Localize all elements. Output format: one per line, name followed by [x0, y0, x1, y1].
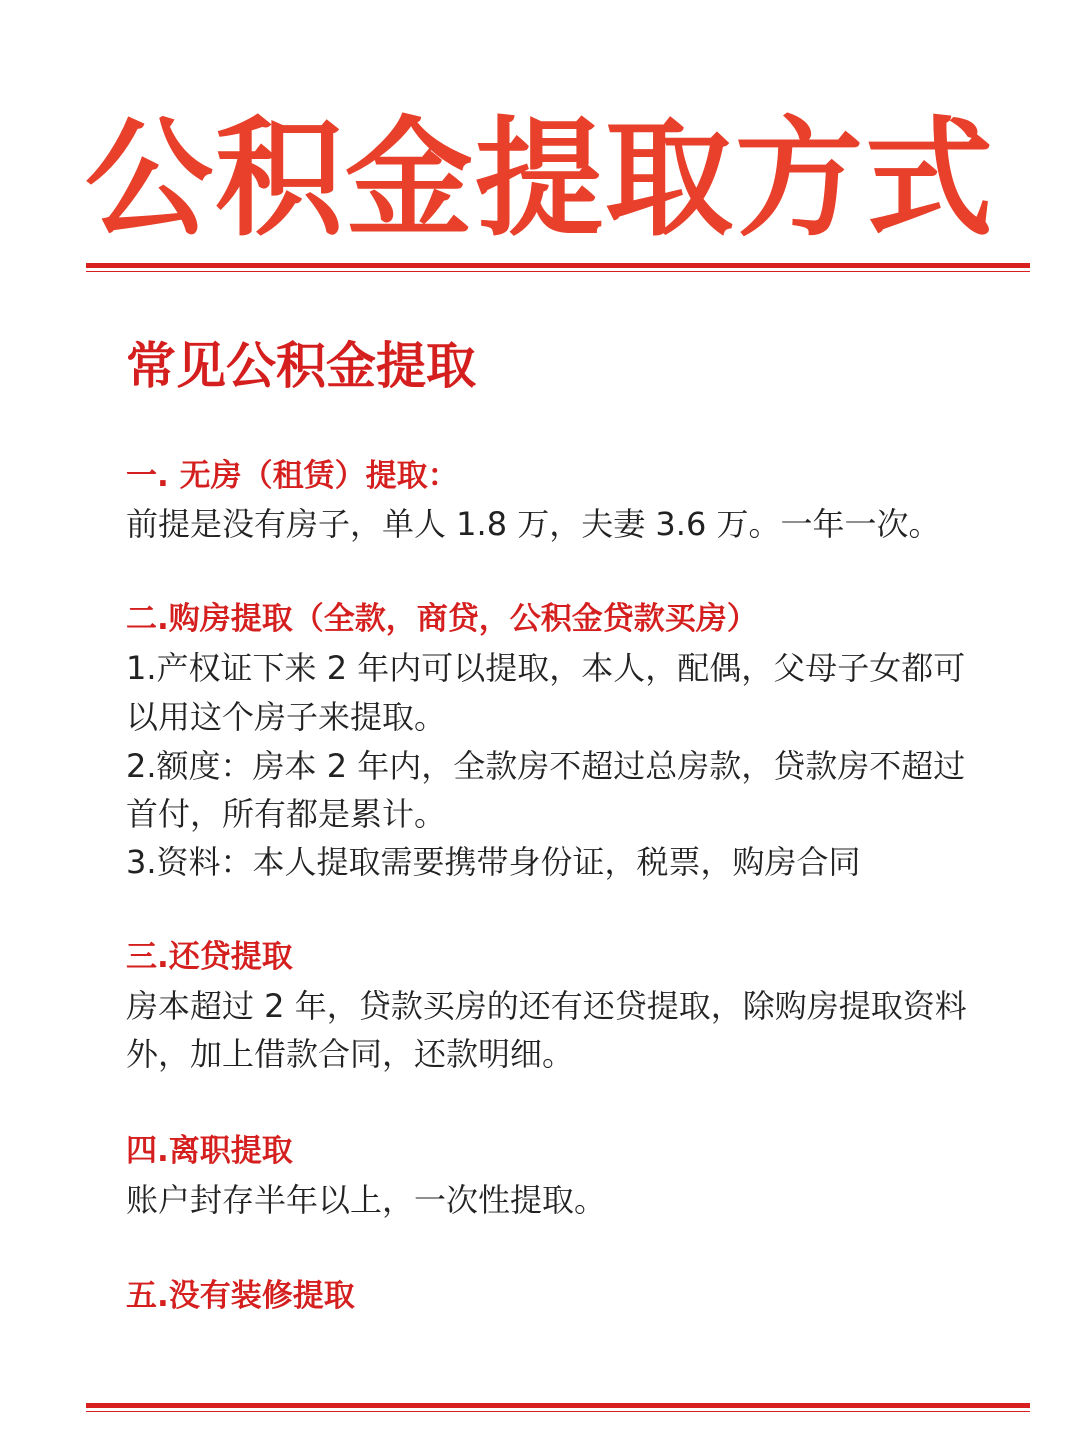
- section-4-line-1: 账户封存半年以上，一次性提取。: [126, 1181, 607, 1219]
- section-3-line-1: 房本超过 2 年，贷款买房的还有还贷提取，除购房提取资料: [126, 987, 967, 1025]
- section-2-line-1: 1.产权证下来 2 年内可以提取，本人，配偶，父母子女都可: [126, 649, 966, 687]
- section-2-line-2: 以用这个房子来提取。: [126, 698, 447, 736]
- section-2-line-3: 2.额度：房本 2 年内，全款房不超过总房款，贷款房不超过: [126, 747, 966, 785]
- page-title: 公积金提取方式: [84, 105, 995, 254]
- title-divider: [86, 263, 1030, 268]
- section-3-line-2: 外，加上借款合同，还款明细。: [126, 1035, 575, 1073]
- section-2-line-5: 3.资料：本人提取需要携带身份证，税票，购房合同: [126, 843, 861, 881]
- section-heading-1: 一. 无房（租赁）提取：: [126, 458, 459, 494]
- section-heading-5: 五.没有装修提取: [126, 1278, 355, 1314]
- section-heading-2: 二.购房提取（全款，商贷，公积金贷款买房）: [126, 601, 758, 637]
- section-1-line-1: 前提是没有房子，单人 1.8 万，夫妻 3.6 万。一年一次。: [126, 505, 941, 543]
- section-heading-3: 三.还贷提取: [126, 939, 293, 975]
- section-2-line-4: 首付，所有都是累计。: [126, 795, 447, 833]
- section-heading-4: 四.离职提取: [126, 1133, 293, 1169]
- section-subtitle: 常见公积金提取: [126, 337, 476, 395]
- bottom-divider: [86, 1403, 1030, 1408]
